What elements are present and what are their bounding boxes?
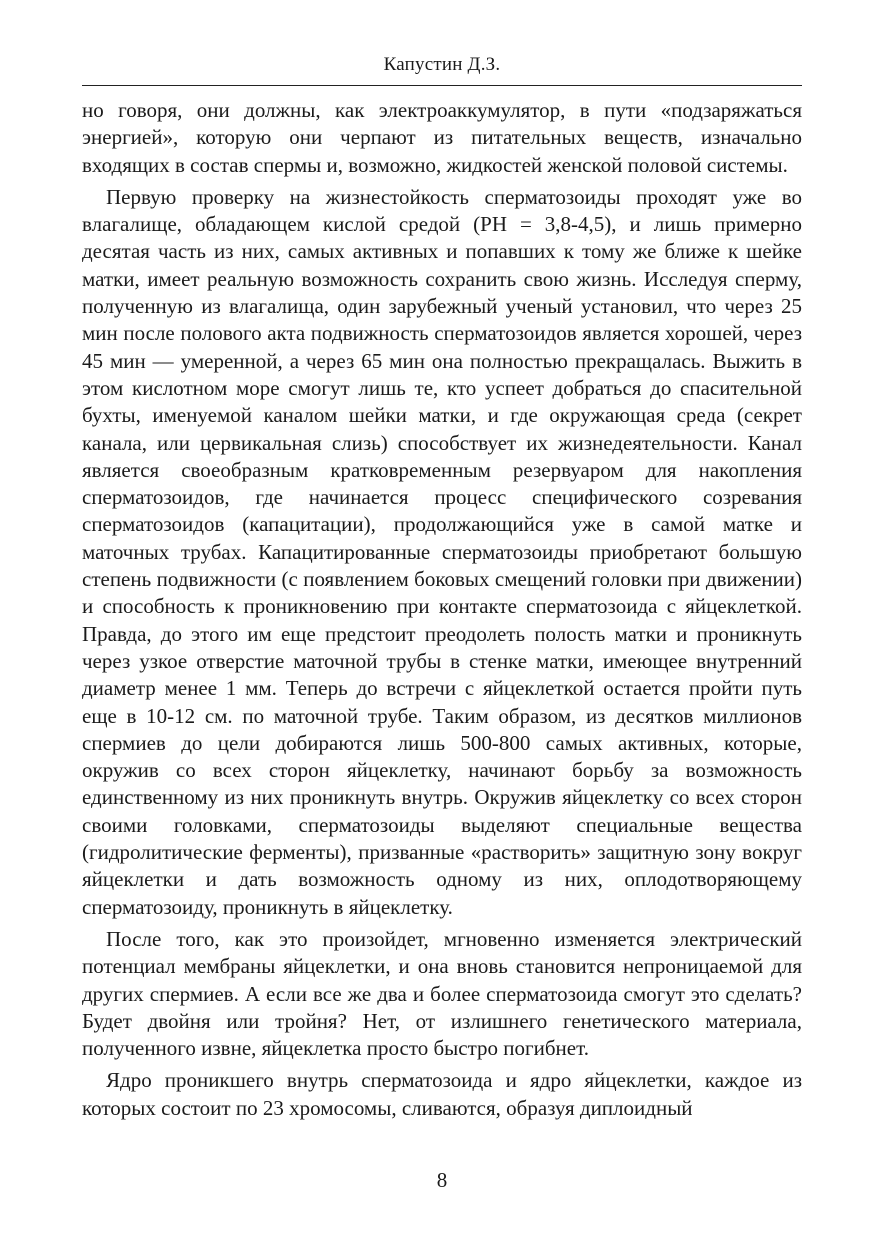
paragraph: После того, как это произойдет, мгновенно изменяется электрический потенциал мембраны яйцеклетки, и она вновь становится непроницаемой для других спермиев. А если все же два и более сперматозоида смогут это сделать? Будет двойня или тройня? Нет, от излишнего генетического материала, полученного извне, яйцеклетка просто быстро погибнет. <box>82 926 802 1061</box>
paragraph-continuation: но говоря, они должны, как электроаккумулятор, в пути «подзаряжаться энергией», которую они черпают из питательных веществ, изначально входящих в состав спермы и, возможно, жидкостей женской половой системы. <box>82 98 802 177</box>
running-header: Капустин Д.З. <box>383 54 501 75</box>
header-divider <box>82 85 802 86</box>
body-text <box>82 97 802 1122</box>
paragraph: Ядро проникшего внутрь сперматозоида и ядро яйцеклетки, каждое из которых состоит по 23 хромосомы, сливаются, образуя диплоидный <box>82 1068 802 1120</box>
page-number: 8 <box>436 1168 448 1192</box>
paragraph: Первую проверку на жизнестойкость сперматозоиды проходят уже во влагалище, обладающем кислой средой (PH = 3,8-4,5), и лишь примерно десятая часть из них, самых активных и попавших к тому же ближе к шейке матки, имеет реальную возможность сохранить свою жизнь. Исследуя сперму, полученную из влагалища, один зарубежный ученый установил, что через 25 мин после полового акта подвижность сперматозоидов является хорошей, через 45 мин — умеренной, а через 65 мин она полностью прекращалась. Выжить в этом кислотном море смогут лишь те, кто успеет добраться до спасительной бухты, именуемой каналом шейки матки, и где окружающая среда (секрет канала, или цервикальная слизь) способствует их жизнедеятельности. Канал является своеобразным кратковременным резервуаром для накопления сперматозоидов, где начинается процесс специфического созревания сперматозоидов (капацитации), продолжающийся уже в самой матке и маточных трубах. Капацитированные сперматозоиды приобретают большую степень подвижности (с появлением боковых смещений головки при движении) и способность к проникновению при контакте сперматозоида с яйцеклеткой. Правда, до этого им еще предстоит преодолеть полость матки и проникнуть через узкое отверстие маточной трубы в стенке матки, имеющее внутренний диаметр менее 1 мм. Теперь до встречи с яйцеклеткой остается пройти путь еще в 10-12 см. по маточной трубе. Таким образом, из десятков миллионов спермиев до цели добираются лишь 500-800 самых активных, которые, окружив со всех сторон яйцеклетку, начинают борьбу за возможность единственному из них проникнуть внутрь. Окружив яйцеклетку со всех сторон своими головками, сперматозоиды выделяют специальные вещества (гидролитические ферменты), призванные «растворить» защитную зону вокруг яйцеклетки и дать возможность одному из них, оплодотворяющему сперматозоиду, проникнуть в яйцеклетку. <box>82 184 802 919</box>
